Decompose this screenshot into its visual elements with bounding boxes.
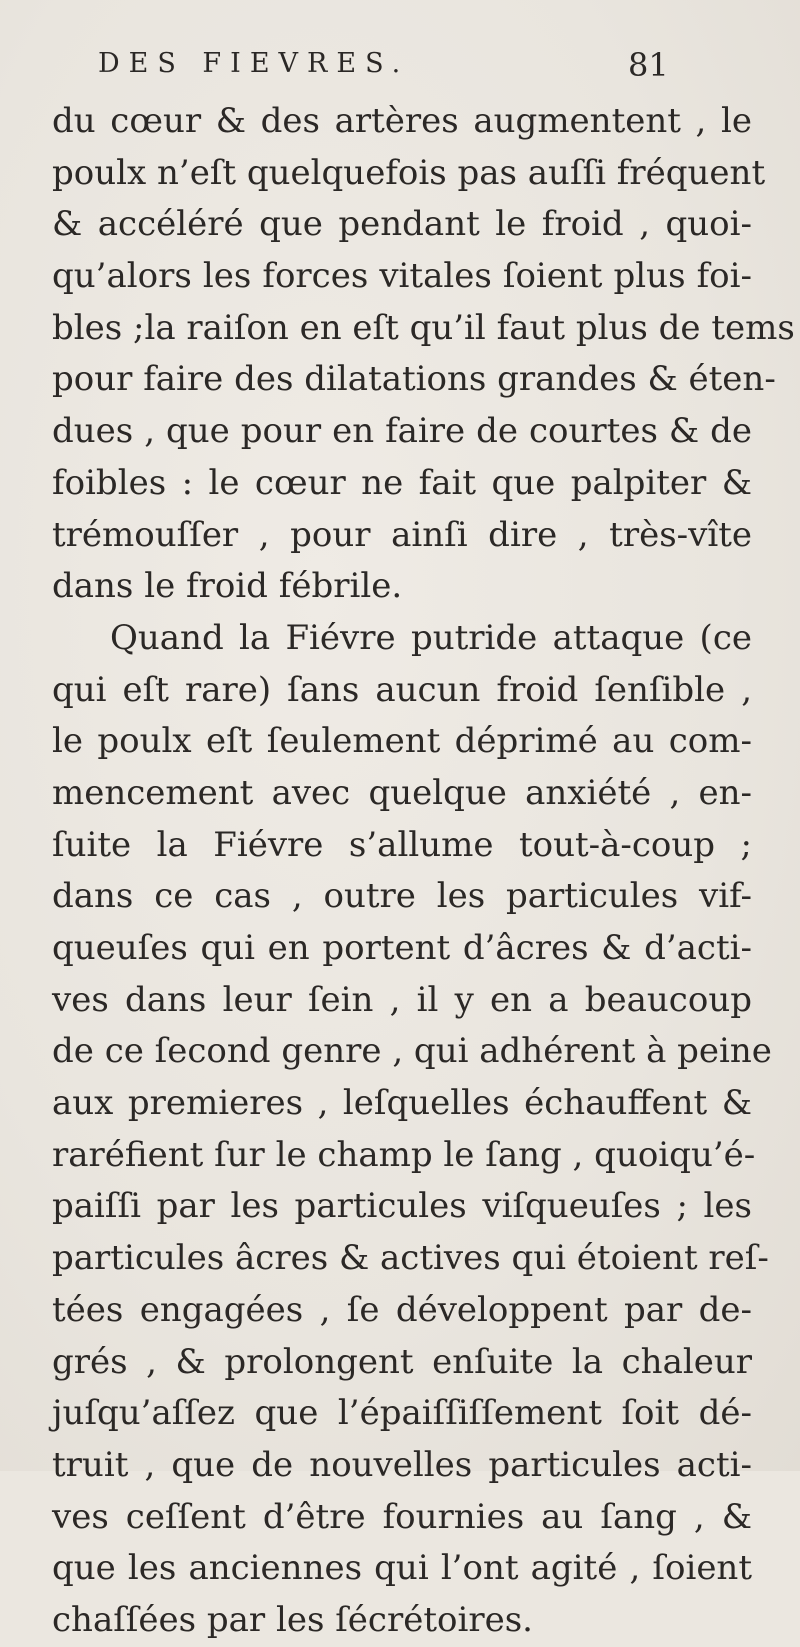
text-line: de ce ſecond genre , qui adhérent à peine <box>52 1031 772 1072</box>
text-line: paiſſi par les particules viſqueuſes ; les <box>52 1186 752 1227</box>
text-line: dans ce cas , outre les particules vif- <box>52 876 752 917</box>
text-line: qu’alors les forces vitales ſoient plus foi- <box>52 256 752 297</box>
text-line: du cœur & des artères augmentent , le <box>52 101 752 141</box>
text-line: grés , & prolongent enſuite la chaleur <box>52 1341 752 1382</box>
text-line: ves ceſſent d’être fournies au ſang , & <box>52 1496 752 1537</box>
text-line: que les anciennes qui l’ont agité , ſoient <box>52 1548 752 1589</box>
text-line: ves dans leur ſein , il y en a beaucoup <box>52 979 752 1020</box>
text-line: le poulx eſt ſeulement déprimé au com- <box>52 721 752 762</box>
body-text <box>52 96 795 1647</box>
paragraph-end-line: chaſſées par les ſécrétoires. <box>52 1599 533 1640</box>
text-line: juſqu’aſſez que l’épaiſſiſſement ſoit dé- <box>52 1393 752 1434</box>
page-number: 81 <box>628 46 669 84</box>
paragraph-end-line: dans le froid fébrile. <box>52 566 403 607</box>
text-line: raréfient ſur le champ le ſang , quoiqu’é- <box>52 1134 756 1175</box>
text-line: mencement avec quelque anxiété , en- <box>52 772 752 813</box>
text-line: poulx n’eſt quelquefois pas auſſi fréquent <box>52 152 766 193</box>
text-line: pour faire des dilatations grandes & éten- <box>52 359 776 400</box>
text-line: qui eſt rare) ſans aucun froid ſenſible , <box>52 669 752 710</box>
text-line: ſuite la Fiévre s’allume tout-à-coup ; <box>52 824 752 865</box>
text-line: tées engagées , ſe développent par de- <box>52 1289 752 1330</box>
text-line: bles ;la raiſon en eſt qu’il faut plus de tems <box>52 307 795 348</box>
text-line: truit , que de nouvelles particules acti- <box>52 1444 752 1485</box>
text-line: dues , que pour en faire de courtes & de <box>52 411 752 452</box>
paragraph-start-line: Quand la Fiévre putride attaque (ce <box>110 617 752 658</box>
text-line: & accéléré que pendant le froid , quoi- <box>52 204 752 245</box>
text-line: queuſes qui en portent d’âcres & d’acti- <box>52 928 752 968</box>
running-head-title: DES FIEVRES. <box>98 48 410 79</box>
text-line: trémouſſer , pour ainſi dire , très-vîte <box>52 514 752 555</box>
text-line: particules âcres & actives qui étoient reſ- <box>52 1238 769 1279</box>
text-line: foibles : le cœur ne fait que palpiter & <box>52 462 752 503</box>
text-line: aux premieres , leſquelles échauffent & <box>52 1083 752 1124</box>
